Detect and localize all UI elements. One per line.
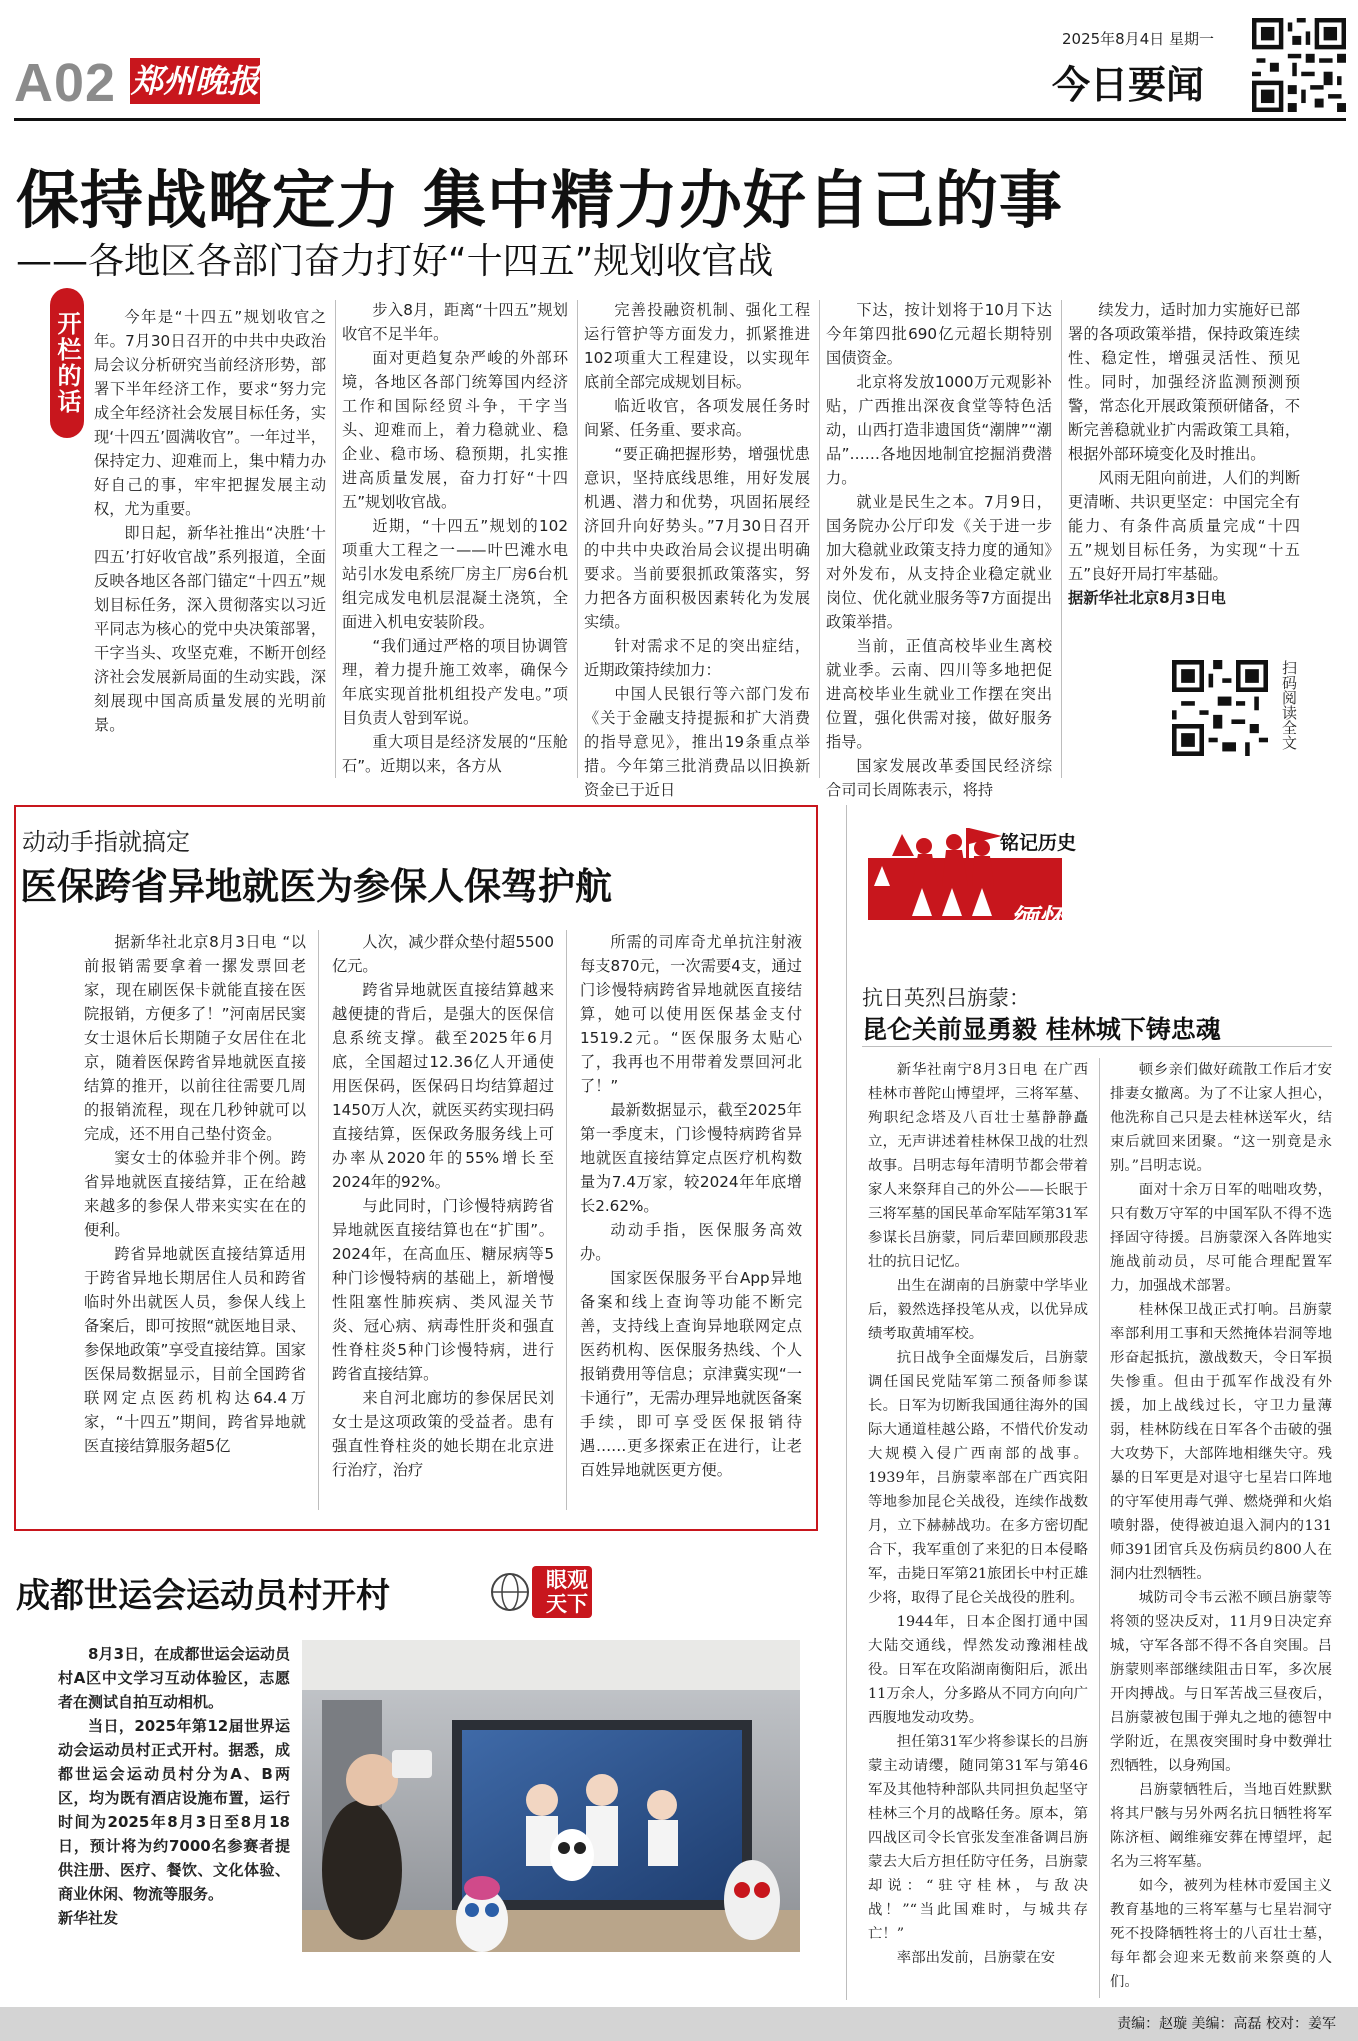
paragraph: 城防司令韦云淞不顾吕旃蒙等将领的竖决反对，11月9日决定弃城，守军各部不得不各自突围。吕旃蒙则率部继续阻击日军，多次展开肉搏战。与日军苦战三昼夜后，吕旃蒙被包围于弹丸之地的德智中学附近，在黑夜突围时身中数弹壮烈牺牲，以身殉国。 (1110, 1590, 1332, 1774)
chengdu-body (58, 1642, 290, 1930)
medical-title: 医保跨省异地就医为参保人保驾护航 (20, 864, 612, 908)
paragraph: 跨省异地就医直接结算适用于跨省异地长期居住人员和跨省临时外出就医人员，参保人线上备案后，即可按照“就医地目录、参保地政策”享受直接结算。国家医保局数据显示，目前全国跨省联网定点医药机构达64.4万家，“十四五”期间，跨省异地就医直接结算服务超5亿 (84, 1245, 306, 1455)
paragraph: 就业是民生之本。7月9日，国务院办公厅印发《关于进一步加大稳就业政策支持力度的通知》对外发布，从支持企业稳定就业岗位、优化就业服务等7方面提出政策举措。 (826, 493, 1052, 631)
chengdu-badge-text: 眼观天下 (546, 1568, 588, 1616)
lead-headline: 保持战略定力 集中精力办好自己的事 (16, 163, 1063, 237)
paragraph: 吕旃蒙牺牲后，当地百姓默默将其尸骸与另外两名抗日牺牲将军陈济桓、阚维雍安葬在博望坪，起名为三将军墓。 (1110, 1782, 1332, 1870)
paragraph: 当日，2025年第12届世界运动会运动员村正式开村。据悉，成都世运会运动员村分为A、B两区，均为既有酒店设施布置，运行时间为2025年8月3日至8月18日，预计将为约7000名参赛者提供注册、医疗、餐饮、文化体验、商业休闲、物流等服务。 (58, 1717, 290, 1903)
paragraph: 国家发展改革委国民经济综合司司长周陈表示，将持 (826, 757, 1052, 799)
paragraph: 8月3日，在成都世运会运动员村A区中文学习互动体验区，志愿者在测试自拍互动相机。 (58, 1645, 290, 1711)
paragraph: 面对十余万日军的咄咄攻势，只有数万守军的中国军队不得不选择固守待援。吕旃蒙深入各阵地实施战前动员，尽可能合理配置军力，加强战术部署。 (1110, 1182, 1332, 1294)
column-divider (577, 300, 578, 778)
paragraph: 步入8月，距离“十四五”规划收官不足半年。 (342, 301, 568, 343)
chengdu-byline: 新华社发 (58, 1909, 119, 1927)
paragraph: 所需的司库奇尤单抗注射液每支870元，一次需要4支，通过门诊慢特病跨省异地就医直接结算，她可以使用医保基金支付1519.2元。“医保服务太贴心了，我再也不用带着发票回河北了！” (580, 933, 802, 1095)
column-label: 铭记历史 (1000, 832, 1077, 854)
column-divider (566, 930, 567, 1510)
chengdu-title: 成都世运会运动员村开村 (16, 1576, 390, 1616)
lead-column-2 (342, 298, 568, 778)
paragraph: 新华社南宁8月3日电 在广西桂林市普陀山博望坪，三将军墓、殉职纪念塔及八百壮士墓静静矗立，无声讲述着桂林保卫战的壮烈故事。吕明志每年清明节都会带着家人来祭拜自己的外公——长眠于三将军墓的国民革命军陆军第31军参谋长吕旃蒙，同后辈回顾那段悲壮的抗日记忆。 (868, 1062, 1088, 1270)
memorial-title: 昆仑关前显勇毅 桂林城下铸忠魂 (862, 1015, 1221, 1044)
paragraph: 担任第31军少将参谋长的吕旃蒙主动请缨，随同第31军与第46军及其他特种部队共同担负起坚守桂林三个月的战略任务。原本，第四战区司令长官张发奎准备调吕旃蒙去大后方担任防守任务，吕旃蒙却说：“驻守桂林，与敌决战！”“当此国难时，与城共存亡！” (868, 1734, 1088, 1942)
paragraph: 风雨无阻向前进，人们的判断更清晰、共识更坚定：中国完全有能力、有条件高质量完成“十四五”规划目标任务，为实现“十五五”良好开局打牢基础。 (1068, 469, 1300, 583)
volunteers-photo (302, 1640, 800, 1952)
paragraph: 下达，按计划将于10月下达今年第四批690亿元超长期特别国债资金。 (826, 301, 1052, 367)
medical-kicker: 动动手指就搞定 (22, 828, 190, 856)
qr-code-icon[interactable] (1252, 18, 1346, 112)
paragraph: 窦女士的体验并非个例。跨省异地就医直接结算，正在给越来越多的参保人带来实实在在的便利。 (84, 1149, 306, 1239)
paragraph: 动动手指，医保服务高效办。 (580, 1221, 802, 1263)
lead-column-3 (584, 298, 810, 802)
paragraph: 桂林保卫战正式打响。吕旃蒙率部利用工事和天然掩体岩洞等地形奋起抵抗，激战数天，令日军损失惨重。但由于孤军作战没有外援，加上战线过长，守卫力量薄弱，桂林防线在日军各个击破的强大攻势下，大部阵地相继失守。残暴的日军更是对退守七星岩口阵地的守军使用毒气弹、燃烧弹和火焰喷射器，使得被迫退入洞内的131师391团官兵及伤病员约800人在洞内壮烈牺牲。 (1110, 1302, 1332, 1582)
qr-caption: 扫码阅读全文 (1280, 660, 1298, 750)
lead-subheadline: ——各地区各部门奋力打好“十四五”规划收官战 (16, 241, 774, 282)
paragraph: “我们通过严格的项目协调管理，着力提升施工效率，确保今年底实现首批机组投产发电。”项目负责人함到军说。 (342, 637, 568, 727)
column-divider (1061, 300, 1062, 778)
paragraph: 针对需求不足的突出症结，近期政策持续加力： (584, 637, 810, 679)
newspaper-logo: 郑州晚报 (130, 58, 260, 104)
paragraph: 当前，正值高校毕业生离校就业季。云南、四川等多地把促进高校毕业生就业工作摆在突出位置，强化供需对接，做好服务指导。 (826, 637, 1052, 751)
paragraph: 中国人民银行等六部门发布《关于金融支持提振和扩大消费的指导意见》，推出19条重点举措。今年第三批消费品以旧换新资金已于近日 (584, 685, 810, 799)
paragraph: 人次，减少群众垫付超5500亿元。 (332, 933, 554, 975)
lead-column-1 (94, 305, 326, 737)
paragraph: 重大项目是经济发展的“压舱石”。近期以来，各方从 (342, 733, 568, 775)
lead-column-5 (1068, 298, 1300, 610)
memorial-column-1 (868, 1058, 1088, 1970)
paragraph: 来自河北廊坊的参保居民刘女士是这项政策的受益者。患有强直性脊柱炎的她长期在北京进行治疗，治疗 (332, 1389, 554, 1479)
paragraph: 1944年，日本企图打通中国大陆交通线，悍然发动豫湘桂战役。日军在攻陷湖南衡阳后，派出11万余人，分多路从不同方向向广西腹地发动攻势。 (868, 1614, 1088, 1726)
paragraph: 抗日战争全面爆发后，吕旃蒙调任国民党陆军第二预备师参谋长。日军为切断我国通往海外的国际大通道桂越公路，不惜代价发动大规模入侵广西南部的战事。1939年，吕旃蒙率部在广西宾阳等地参加昆仑关战役，连续作战数月，立下赫赫战功。在多方密切配合下，我军重创了来犯的日本侵略军，击毙日军第21旅团长中村正雄少将，取得了昆仑关战役的胜利。 (868, 1350, 1088, 1606)
header-rule (14, 118, 1346, 121)
paragraph: 顿乡亲们做好疏散工作后才安排妻女撤离。为了不让家人担心，他洗称自己只是去桂林送军火，结束后就回来团聚。“这一别竟是永别。”吕明志说。 (1110, 1062, 1332, 1174)
paragraph: 如今，被列为桂林市爱国主义教育基地的三将军墓与七星岩洞守死不投降牺牲将士的八百壮士墓，每年都会迎来无数前来祭奠的人们。 (1110, 1878, 1332, 1990)
paragraph: 跨省异地就医直接结算越来越便捷的背后，是强大的医保信息系统支撑。截至2025年6月底，全国超过12.36亿人开通使用医保码，医保码日均结算超过1450万人次，就医买药实现扫码直接结算，医保政务服务线上可办率从2020年的55%增长至2024年的92%。 (332, 981, 554, 1191)
section-title: 今日要闻 (1052, 63, 1205, 107)
paragraph: 即日起，新华社推出“决胜‘十四五’打好收官战”系列报道，全面反映各地区各部门锚定“十四五”规划目标任务，深入贯彻落实以习近平同志为核心的党中央决策部署，干字当头、攻坚克难，不断开创经济社会发展新局面的生动实践，深刻展现中国高质量发展的光明前景。 (94, 524, 326, 734)
paragraph: 完善投融资机制、强化工程运行管护等方面发力，抓紧推进102项重大工程建设，以实现年底前全部完成规划目标。 (584, 301, 810, 391)
paragraph: 率部出发前，吕旃蒙在安 (896, 1950, 1056, 1966)
qr-code-icon[interactable] (1172, 660, 1268, 756)
medical-column-2 (332, 930, 554, 1482)
column-divider (1099, 1058, 1100, 1998)
lead-column-4 (826, 298, 1052, 802)
paragraph: 与此同时，门诊慢特病跨省异地就医直接结算也在“扩围”。2024年，在高血压、糖尿病等5种门诊慢特病的基础上，新增慢性阻塞性肺疾病、类风湿关节炎、冠心病、病毒性肝炎和强直性脊柱炎5种门诊慢特病，进行跨省直接结算。 (332, 1197, 554, 1383)
paragraph: 今年是“十四五”规划收官之年。7月30日召开的中共中央政治局会议分析研究当前经济形势，部署下半年经济工作，要求“努力完成全年经济社会发展目标任务，实现‘十四五’圆满收官”。一年过半，保持定力、迎难而上，集中精力办好自己的事，牢牢把握发展主动权，尤为重要。 (94, 308, 326, 518)
paragraph: 北京将发放1000万元观影补贴，广西推出深夜食堂等特色活动，山西打造非遗国货“潮牌”“潮品”……各地因地制宜挖掘消费潜力。 (826, 373, 1052, 487)
paragraph: 出生在湖南的吕旃蒙中学毕业后，毅然选择投笔从戎，以优异成绩考取黄埔军校。 (868, 1278, 1088, 1342)
column-logo-text: 缅怀先烈 (1010, 903, 1123, 936)
column-divider (819, 300, 820, 778)
lead-byline: 据新华社北京8月3日电 (1068, 589, 1226, 607)
memorial-column-2 (1110, 1058, 1332, 1994)
column-intro-badge: 开栏的话 (50, 288, 84, 438)
paragraph: 国家医保服务平台App异地备案和线上查询等功能不断完善，支持线上查询异地联网定点医药机构、医保服务热线、个人报销费用等信息；京津冀实现“一卡通行”，无需办理异地就医备案手续，即可享受医保报销待遇……更多探索正在进行，让老百姓异地就医更方便。 (580, 1269, 802, 1479)
paragraph: 最新数据显示，截至2025年第一季度末，门诊慢特病跨省异地就医直接结算定点医疗机构数量为7.4万家，较2024年年底增长2.62%。 (580, 1101, 802, 1215)
paragraph: 临近收官，各项发展任务时间紧、任务重、要求高。 (584, 397, 810, 439)
column-divider (335, 300, 336, 778)
memorial-kicker: 抗日英烈吕旃蒙： (862, 986, 1030, 1010)
medical-column-1 (84, 930, 306, 1458)
paragraph: 续发力，适时加力实施好已部署的各项政策举措，保持政策连续性、稳定性，增强灵活性、预见性。同时，加强经济监测预测预警，常态化开展政策预研储备，不断完善稳就业扩内需政策工具箱，根据外部环境变化及时推出。 (1068, 301, 1300, 463)
page-number: A02 (14, 53, 117, 113)
title-rule (862, 1046, 1332, 1047)
issue-date: 2025年8月4日 星期一 (1062, 30, 1215, 48)
paragraph: 面对更趋复杂严峻的外部环境，各地区各部门统筹国内经济工作和国际经贸斗争，干字当头、迎难而上，着力稳就业、稳企业、稳市场、稳预期，扎实推进高质量发展，奋力打好“十四五”规划收官战。 (342, 349, 568, 511)
editor-credits: 责编：赵璇 美编：高磊 校对：姜军 (1117, 2016, 1336, 2032)
paragraph: 据新华社北京8月3日电 “以前报销需要拿着一摞发票回老家，现在刷医保卡就能直接在医院报销，方便多了！”河南居民窦女士退休后长期随子女居住在北京，随着医保跨省异地就医直接结算的推开，以前往往需要几周的报销流程，现在几秒钟就可以完成，还不用自己垫付资金。 (84, 933, 306, 1143)
column-divider (318, 930, 319, 1510)
medical-column-3 (580, 930, 802, 1482)
section-divider (846, 805, 847, 2000)
paragraph: 近期，“十四五”规划的102项重大工程之一——叶巴滩水电站引水发电系统厂房主厂房6台机组完成发电机层混凝土浇筑，全面进入机电安装阶段。 (342, 517, 568, 631)
paragraph: “要正确把握形势，增强忧患意识，坚持底线思维，用好发展机遇、潜力和优势，巩固拓展经济回升向好势头。”7月30日召开的中共中央政治局会议提出明确要求。当前要狠抓政策落实，努力把各方面积极因素转化为发展实绩。 (584, 445, 810, 631)
